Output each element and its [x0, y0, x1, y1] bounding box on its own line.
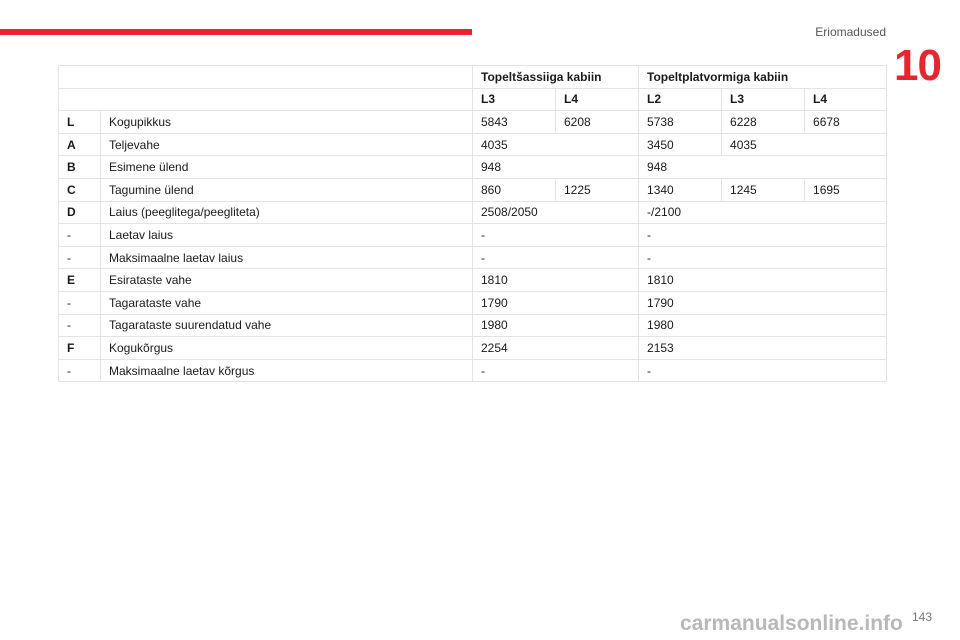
dimension-code: -: [59, 246, 101, 269]
sub-header-cell: L4: [805, 88, 887, 111]
value-cell: 6678: [805, 111, 887, 134]
dimension-label: Laetav laius: [101, 224, 473, 247]
table-row: [59, 246, 887, 269]
value-cell: -: [639, 224, 887, 247]
dimension-code: D: [59, 201, 101, 224]
dimension-code: -: [59, 291, 101, 314]
table-row: [59, 224, 887, 247]
table-header-empty: [59, 66, 473, 89]
value-cell: 5738: [639, 111, 722, 134]
value-cell: 2508/2050: [473, 201, 639, 224]
value-cell: 6228: [722, 111, 805, 134]
value-cell: -: [639, 246, 887, 269]
value-cell: 1810: [473, 269, 639, 292]
sub-header-cell: L4: [556, 88, 639, 111]
table-row: [59, 314, 887, 337]
value-cell: 4035: [722, 133, 887, 156]
value-cell: 1245: [722, 178, 805, 201]
table-row: [59, 337, 887, 360]
sub-header-cell: L3: [473, 88, 556, 111]
value-cell: -/2100: [639, 201, 887, 224]
value-cell: 1790: [639, 291, 887, 314]
table-row: [59, 291, 887, 314]
section-title: Eriomadused: [815, 25, 886, 39]
group-header-double-platform: Topeltplatvormiga kabiin: [639, 66, 887, 89]
value-cell: 2153: [639, 337, 887, 360]
value-cell: 1225: [556, 178, 639, 201]
dimension-code: F: [59, 337, 101, 360]
dimension-label: Maksimaalne laetav kõrgus: [101, 359, 473, 382]
dimension-label: Tagarataste vahe: [101, 291, 473, 314]
chapter-number: 10: [894, 41, 941, 90]
value-cell: -: [473, 246, 639, 269]
sub-header-cell: L3: [722, 88, 805, 111]
group-header-double-chassis: Topeltšassiiga kabiin: [473, 66, 639, 89]
value-cell: 5843: [473, 111, 556, 134]
value-cell: 948: [473, 156, 639, 179]
watermark-text: carmanualsonline.info: [680, 612, 903, 635]
value-cell: 1790: [473, 291, 639, 314]
dimension-label: Tagumine ülend: [101, 178, 473, 201]
value-cell: 1980: [639, 314, 887, 337]
table-row: [59, 133, 887, 156]
dimensions-table: [58, 65, 887, 382]
table-header-empty: [59, 88, 473, 111]
dimension-code: -: [59, 314, 101, 337]
table-row: [59, 201, 887, 224]
table-row: [59, 178, 887, 201]
value-cell: 6208: [556, 111, 639, 134]
value-cell: 948: [639, 156, 887, 179]
value-cell: 2254: [473, 337, 639, 360]
dimension-label: Esirataste vahe: [101, 269, 473, 292]
dimension-label: Kogupikkus: [101, 111, 473, 134]
table-group-header-row: [59, 66, 887, 89]
value-cell: -: [639, 359, 887, 382]
dimension-code: C: [59, 178, 101, 201]
value-cell: 1695: [805, 178, 887, 201]
table-row: [59, 359, 887, 382]
header-accent-bar: [0, 29, 472, 35]
value-cell: 1980: [473, 314, 639, 337]
value-cell: 860: [473, 178, 556, 201]
dimension-label: Esimene ülend: [101, 156, 473, 179]
dimension-code: A: [59, 133, 101, 156]
dimension-label: Laius (peeglitega/peegliteta): [101, 201, 473, 224]
page-number: 143: [912, 610, 933, 624]
dimension-label: Tagarataste suurendatud vahe: [101, 314, 473, 337]
dimension-code: -: [59, 224, 101, 247]
value-cell: 4035: [473, 133, 639, 156]
table-row: [59, 111, 887, 134]
dimension-code: B: [59, 156, 101, 179]
table-sub-header-row: [59, 88, 887, 111]
dimension-label: Kogukõrgus: [101, 337, 473, 360]
value-cell: 1340: [639, 178, 722, 201]
dimension-label: Teljevahe: [101, 133, 473, 156]
value-cell: -: [473, 359, 639, 382]
table-row: [59, 269, 887, 292]
dimension-code: -: [59, 359, 101, 382]
value-cell: 1810: [639, 269, 887, 292]
value-cell: 3450: [639, 133, 722, 156]
sub-header-cell: L2: [639, 88, 722, 111]
dimension-code: E: [59, 269, 101, 292]
table-row: [59, 156, 887, 179]
value-cell: -: [473, 224, 639, 247]
dimension-code: L: [59, 111, 101, 134]
dimension-label: Maksimaalne laetav laius: [101, 246, 473, 269]
